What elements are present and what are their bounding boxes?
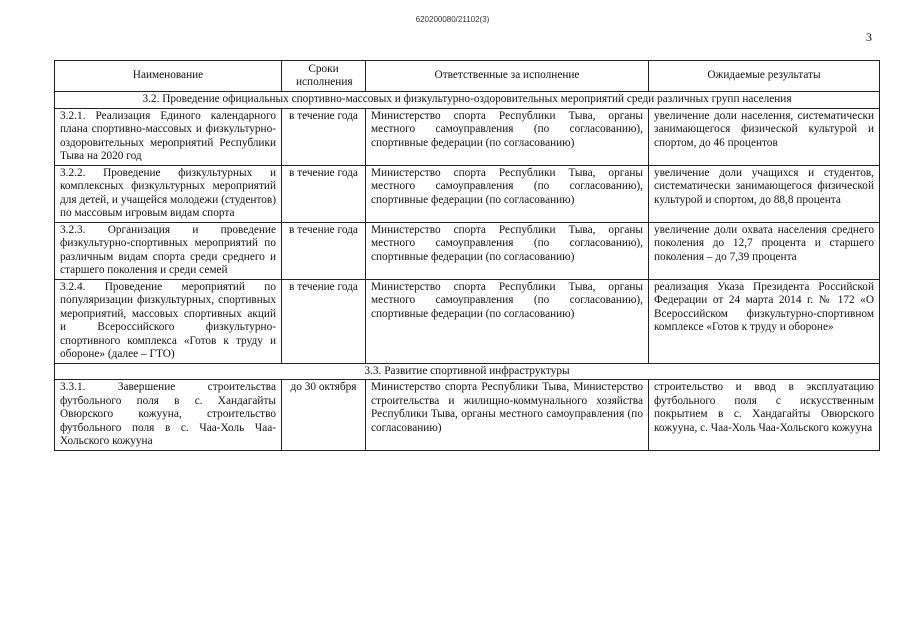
header-term: Сроки исполнения xyxy=(282,61,366,92)
row-name: 3.2.1. Реализация Единого календарного плана спортивно-массовых и физкультурно-оздоровительных мероприятий Республики Тыва на 2020 год xyxy=(55,108,282,165)
row-name: 3.2.4. Проведение мероприятий по популяризации физкультурных, спортивных мероприятий, массовых спортивных акций и Всероссийского физкультурно-спортивного комплекса «Готов к труду и обороне» (далее – ГТО) xyxy=(55,279,282,363)
row-name: 3.3.1. Завершение строительства футбольного поля в с. Хандагайты Овюрского кожууна, строительство футбольного поля в с. Чаа-Холь Чаа-Хольского кожууна xyxy=(55,380,282,451)
row-result: строительство и ввод в эксплуатацию футбольного поля с искусственным покрытием в с. Хандагайты Овюрского кожууна, с. Чаа-Холь Чаа-Хольского кожууна xyxy=(649,380,880,451)
table-row xyxy=(55,222,880,279)
plan-table xyxy=(54,60,880,451)
table-row xyxy=(55,279,880,363)
header-name: Наименование xyxy=(55,61,282,92)
header-row xyxy=(55,61,880,92)
header-result: Ожидаемые результаты xyxy=(649,61,880,92)
row-result: реализация Указа Президента Российской Федерации от 24 марта 2014 г. № 172 «О Всероссийском физкультурно-спортивном комплексе «Готов к труду и обороне» xyxy=(649,279,880,363)
row-name: 3.2.3. Организация и проведение физкультурно-спортивных мероприятий по различным видам спорта среди среднего и старшего поколения и среди семей xyxy=(55,222,282,279)
row-responsible: Министерство спорта Республики Тыва, органы местного самоуправления (по согласованию), спортивные федерации (по согласованию) xyxy=(366,108,649,165)
table-row xyxy=(55,108,880,165)
row-term: в течение года xyxy=(282,222,366,279)
row-responsible: Министерство спорта Республики Тыва, органы местного самоуправления (по согласованию), спортивные федерации (по согласованию) xyxy=(366,222,649,279)
section-title: 3.2. Проведение официальных спортивно-массовых и физкультурно-оздоровительных мероприятий среди различных групп населения xyxy=(55,92,880,109)
table-row xyxy=(55,380,880,451)
row-term: в течение года xyxy=(282,279,366,363)
row-result: увеличение доли охвата населения среднего поколения до 12,7 процента и старшего поколения – до 7,39 процента xyxy=(649,222,880,279)
row-responsible: Министерство спорта Республики Тыва, органы местного самоуправления (по согласованию), спортивные федерации (по согласованию) xyxy=(366,165,649,222)
section-heading-3-3 xyxy=(55,363,880,380)
row-term: в течение года xyxy=(282,165,366,222)
row-result: увеличение доли населения, систематически занимающегося физической культурой и спортом, до 46 процентов xyxy=(649,108,880,165)
header-responsible: Ответственные за исполнение xyxy=(366,61,649,92)
section-title: 3.3. Развитие спортивной инфраструктуры xyxy=(55,363,880,380)
table-row xyxy=(55,165,880,222)
row-responsible: Министерство спорта Республики Тыва, Министерство строительства и жилищно-коммунального хозяйства Республики Тыва, органы местного самоуправления (по согласованию) xyxy=(366,380,649,451)
row-result: увеличение доли учащихся и студентов, систематически занимающегося физической культурой и спортом, до 88,8 процента xyxy=(649,165,880,222)
row-term: в течение года xyxy=(282,108,366,165)
row-name: 3.2.2. Проведение физкультурных и комплексных физкультурных мероприятий для детей, и учащейся молодежи (студентов) по массовым игровым видам спорта xyxy=(55,165,282,222)
row-responsible: Министерство спорта Республики Тыва, органы местного самоуправления (по согласованию), спортивные федерации (по согласованию) xyxy=(366,279,649,363)
document-id: 620200080/21102(3) xyxy=(415,15,490,24)
section-heading-3-2 xyxy=(55,92,880,109)
page-number: 3 xyxy=(866,30,872,44)
row-term: до 30 октября xyxy=(282,380,366,451)
